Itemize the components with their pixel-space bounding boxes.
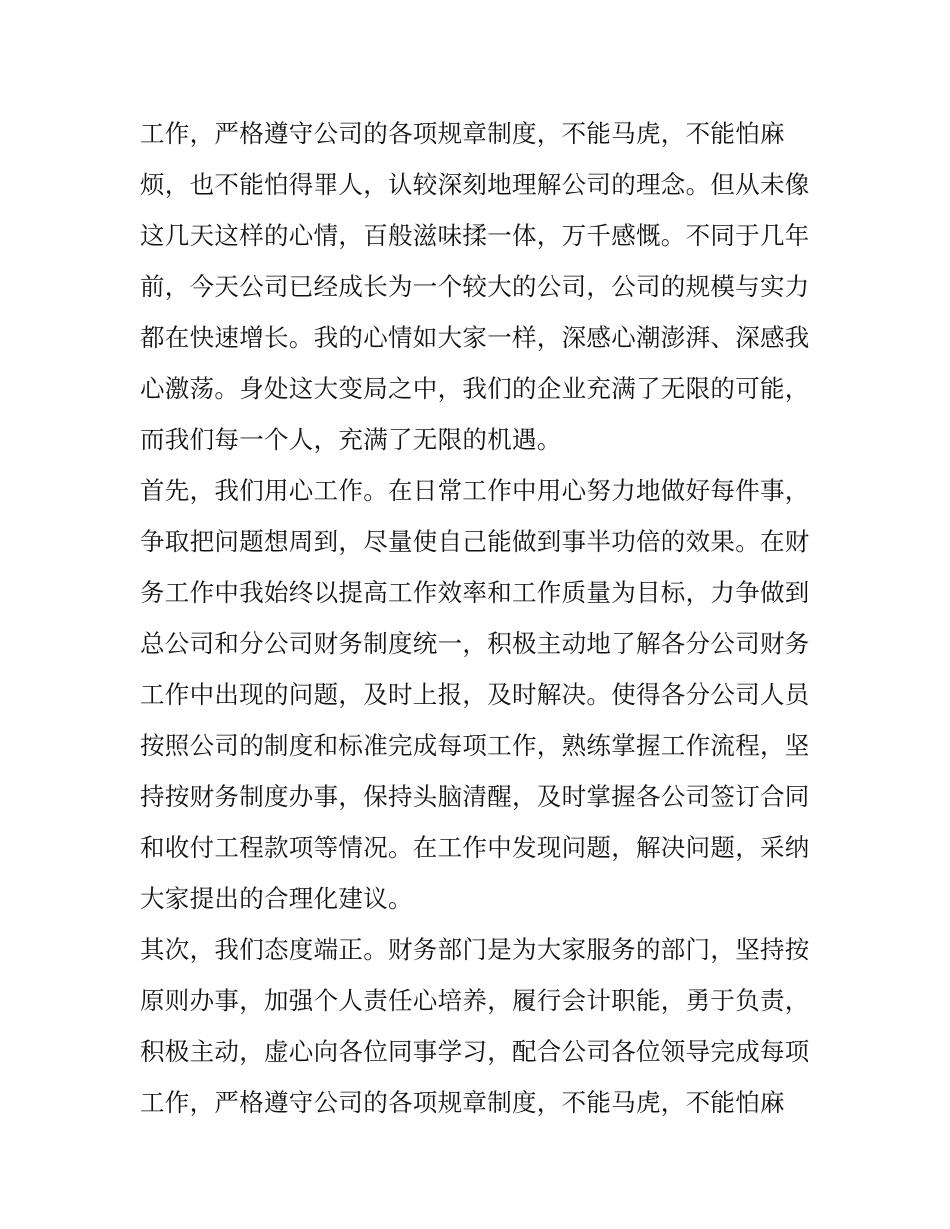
text-line: 心激荡。身处这大变局之中，我们的企业充满了无限的可能，	[140, 374, 810, 403]
text-line: 总公司和分公司财务制度统一，积极主动地了解各分公司财务	[140, 629, 810, 658]
text-line: 大家提出的合理化建议。	[140, 884, 413, 913]
text-line: 其次，我们态度端正。财务部门是为大家服务的部门，坚持按	[140, 935, 810, 964]
text-line: 务工作中我始终以提高工作效率和工作质量为目标，力争做到	[140, 578, 810, 607]
text-line: 工作中出现的问题，及时上报，及时解决。使得各分公司人员	[140, 680, 810, 709]
text-line: 工作，严格遵守公司的各项规章制度，不能马虎，不能怕麻	[140, 119, 785, 148]
text-line: 工作，严格遵守公司的各项规章制度，不能马虎，不能怕麻	[140, 1088, 785, 1117]
text-line: 烦，也不能怕得罪人，认较深刻地理解公司的理念。但从未像	[140, 170, 810, 199]
text-line: 首先，我们用心工作。在日常工作中用心努力地做好每件事，	[140, 476, 810, 505]
text-line: 积极主动，虚心向各位同事学习，配合公司各位领导完成每项	[140, 1037, 810, 1066]
text-line: 争取把问题想周到，尽量使自己能做到事半功倍的效果。在财	[140, 527, 810, 556]
text-line: 按照公司的制度和标准完成每项工作，熟练掌握工作流程，坚	[140, 731, 810, 760]
text-line: 原则办事，加强个人责任心培养，履行会计职能，勇于负责，	[140, 986, 810, 1015]
text-line: 这几天这样的心情，百般滋味揉一体，万千感慨。不同于几年	[140, 221, 810, 250]
document-body	[140, 108, 820, 1128]
text-line: 持按财务制度办事，保持头脑清醒，及时掌握各公司签订合同	[140, 782, 810, 811]
text-line: 前，今天公司已经成长为一个较大的公司，公司的规模与实力	[140, 272, 810, 301]
text-line: 和收付工程款项等情况。在工作中发现问题，解决问题，采纳	[140, 833, 810, 862]
text-line: 都在快速增长。我的心情如大家一样，深感心潮澎湃、深感我	[140, 323, 810, 352]
text-line: 而我们每一个人，充满了无限的机遇。	[140, 425, 562, 454]
